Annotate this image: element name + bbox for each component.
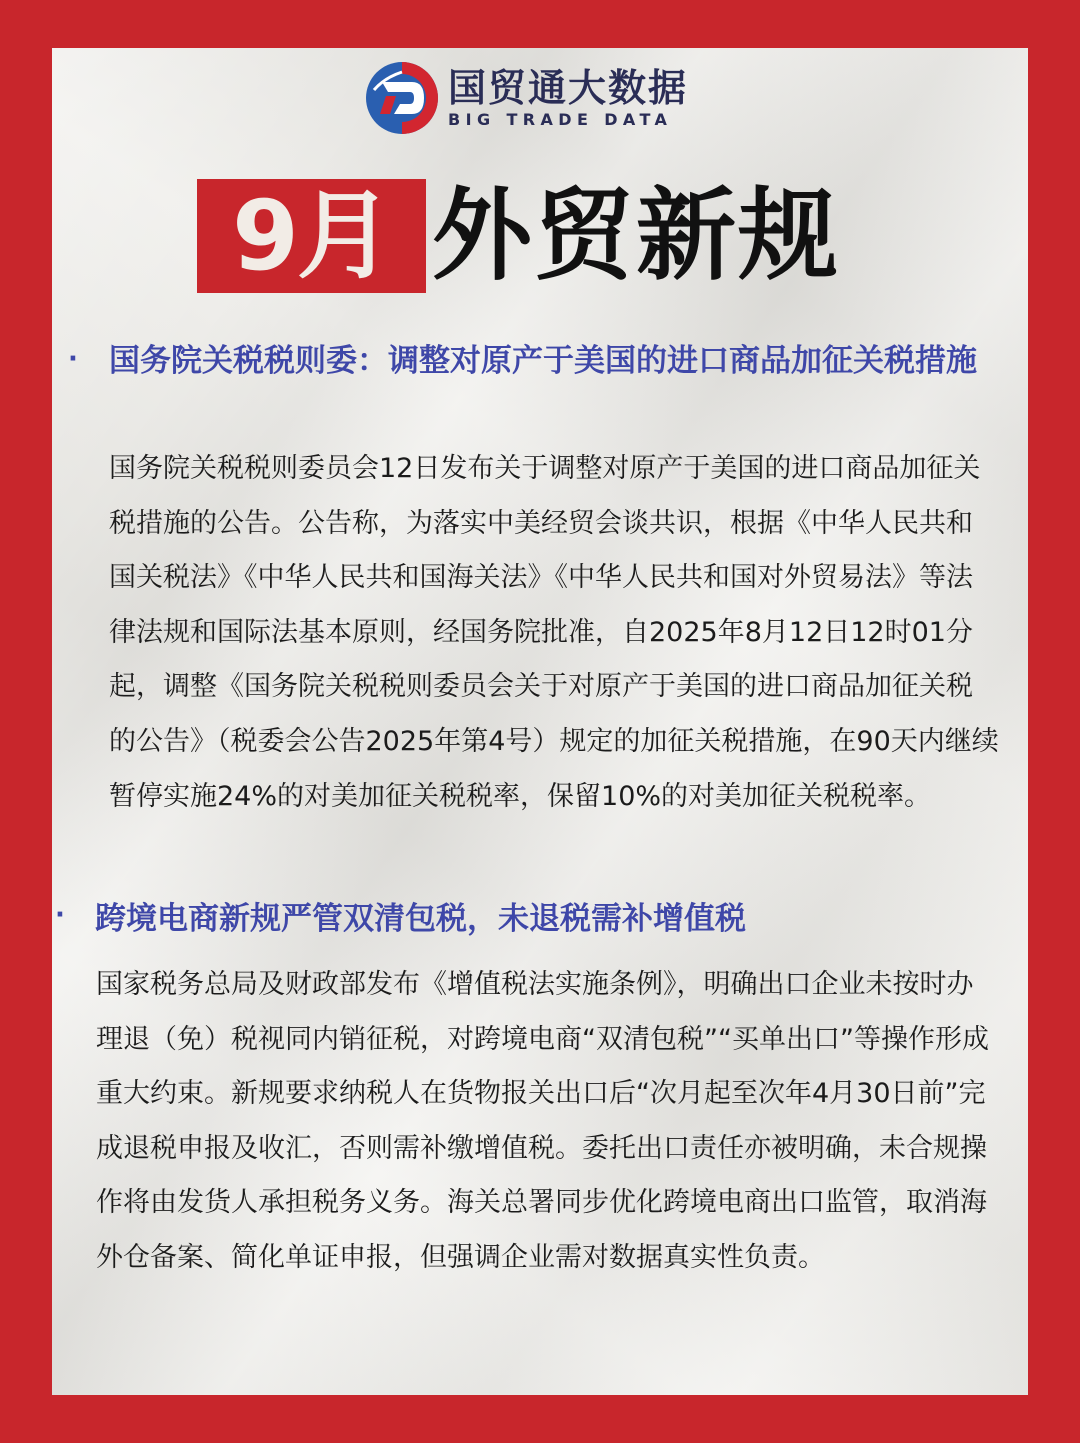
section-bullet: · [55, 900, 65, 930]
title-month-badge: 9月 [197, 179, 426, 293]
brand-text [448, 66, 688, 130]
section-body: 国家税务总局及财政部发布《增值税法实施条例》，明确出口企业未按时办理退（免）税视同内销征税，对跨境电商“双清包税”“买单出口”等操作形成重大约束。新规要求纳税人在货物报关出口后“次月起至次年4月30日前”完成退税申报及收汇，否则需补缴增值税。委托出口责任亦被明确，未合规操作将由发货人承担税务义务。海关总署同步优化跨境电商出口监管，取消海外仓备案、简化单证申报，但强调企业需对数据真实性负责。 [96, 969, 989, 1273]
section-heading: 国务院关税税则委：调整对原产于美国的进口商品加征关税措施 [109, 343, 977, 379]
brand-name-en: BIG TRADE DATA [448, 110, 673, 129]
section-heading: 跨境电商新规严管双清包税，未退税需补增值税 [95, 901, 746, 937]
globe-logo-icon [364, 60, 440, 136]
page-title: 外贸新规 [432, 177, 840, 294]
brand-logo [364, 58, 688, 138]
brand-name-cn: 国贸通大数据 [448, 66, 689, 110]
section-bullet: · [68, 344, 78, 374]
paper-background [52, 48, 1028, 1395]
section-body: 国务院关税税则委员会12日发布关于调整对原产于美国的进口商品加征关税措施的公告。公告称，为落实中美经贸会谈共识，根据《中华人民共和国关税法》《中华人民共和国海关法》《中华人民共和国对外贸易法》等法律法规和国际法基本原则，经国务院批准，自2025年8月12日12时01分起，调整《国务院关税税则委员会关于对原产于美国的进口商品加征关税的公告》（税委会公告2025年第4号）规定的加征关税措施，在90天内继续暂停实施24%的对美加征关税税率，保留10%的对美加征关税税率。 [109, 453, 999, 812]
